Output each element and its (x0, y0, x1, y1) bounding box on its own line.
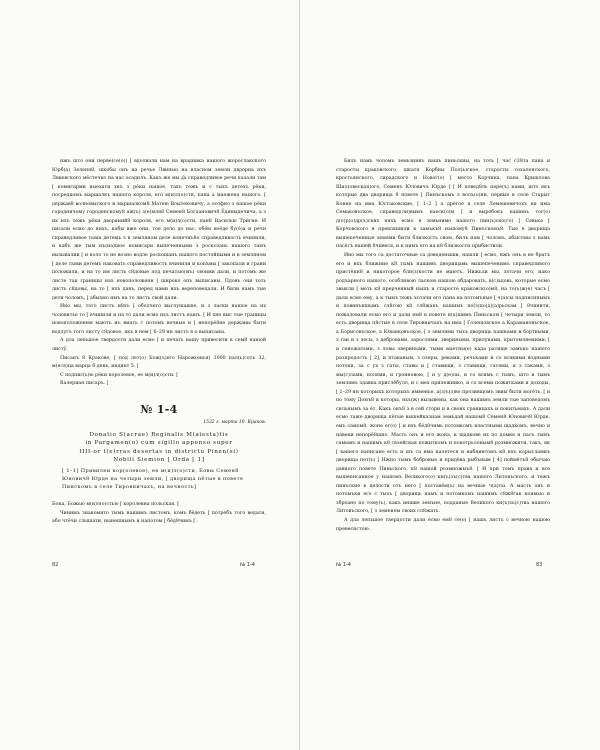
latin-summary-line: Donatio S(acrae) Reginalis M(aiesta)tis (89, 431, 229, 438)
right-paragraph: А дла лепьшое твердости дали есмо ем8 се(о) [ нашъ листъ с вечною нашою превесистою. (336, 517, 550, 532)
date-line: Писанъ 8 Кракове, [ под лет(о) Бож(ъ)его Нарож(енья) 1000 пал(ь)сотъ 32, м(еся)ца марца 6 день, индикт 5. [ (52, 355, 266, 370)
russian-summary: [ 1–1] Привилеи кор(олевое), ее м(и)л(о)сти, Бовы Семен8 Юнович8 Юрде на четыри земли, [ дворища пётые в повете Пинскомъ в селе Тировничахъ, на вечность] (62, 468, 244, 491)
right-text-block (336, 158, 550, 534)
right-paragraph: Билъ намъ чоломъ земьзнинъ нашъ пиньскиы, на тоть [ час с38та пана и старосты краковского, шкатя Корбны Пол(ь)ское, старосты сохаленского, кростьянского, сирадского и Новог(о) [ место Корчина, пана Кришлова Шил(овеская)ого, Семенъ Юловичъ Юрде [ [ И повед8ль пере(ъ) нами, што якъ которые два дворища 8 повете [ Пинъскомъ з волъ(о)ни, первые в селе Старыт Конке на има Юстаковские, [ 1–2 ] а дрёгое в селе Лемешевичохъ на има Семаковъское, справед(ли)вымъ наеск(о)м [ и выробокъ нашинь тог(о) д(о)р(о)др(ъ)ских няхъ есмо в земьнимо нашого пин(ь)ско(го) [ Севька [ Корчовского в превляшили к замъкъ8 нашому8 Пинъскомъ8. Тые в дворища вышепеченные земями быти близкость свою, билъ нам [ чоломъ, абыстмы з намь пасётъ нашей 8чивеся, и к нимъ его на к8 близкости прибистили. (336, 159, 550, 250)
left-text-block (52, 158, 266, 527)
signature-line: С подпис(ь)ю рёки королевое, ее м(и)л(о)сти. [ (60, 372, 179, 378)
page-number-right: 83 (536, 562, 543, 568)
right-paragraph: Ино мы того са достаточные са доведеныши, нашли [ есмо, нжъ онъ в не братъ его и нхъ ближние к8 тымъ нашимъ дворищамь вышепеченимъ справедливого пристёпн8 и никоторое блн(з)кости не маютъ. Нижьли мы, хотачи его, иако родъарного нашого, особливою ласкою нашою обдаровать, в(с)адовь, которые есмо звыкли [ меть к8 прерченный нашъ и старосте краковск(о)м8, на то(ъ)ж(е) часъ [ дали есмо ему, а к тымъ тежъ хотачи его пана на потомъные [ ч(а)сы подписинымъ и повинъншымъ сл8гою к8 сл8жакъ нашимъ по(з)по(д)(а)рьскам [ 8чинити, пожаловали есмо его и дали ем8 в повете н(а)шимъ Пиньском [ четыри земли, то есть дворища п8стые в селе Тировничахъ на има [ Голешовское а Карамановъское, а Борисовъское, а Юванковъское, [ з землями тыхъ дворищь пашнами и бортными, з гаи и з лесы, з дебровами, зарослями, звериными, прилуками, притомляемими, [ и сеножатьми, з ловы звериными, тыми маетны(е) када ратище замъкъ нашого разпродость [ 2], и птаваным, з озеры, реками, речьками и со всякими водными потоки, за с ух з гаты, ставы и [ ставищи, з ставищи, гатями, и з таками, з мы(с)лами, полями, и гронновою, [ и у д(е)лы, и со всимъ с тымъ, што в тымъ землямъ здавна прислёбуло, и с мех прилежнико, и со всеми пожитками и доходы, [ 1–29 нн которыхъ которыхъ имменье, а(з)ъ(з)во прозивщомъ звиы быти могёть, [ и по тому Домъ8 и которы, нхъ(ж) вызывены, как она нашимъ земли тые заповедомъ сильнымъ за ёт. Какъ онъ8 з в сей стори и в своих границахъ и покитьмахъ. А дали есмо таже дворища пётые вышейказнам земьдай нашом8 Семен8 Юнович8 Юрде, емъ самом8, жоне ег(о) [ и нхъ бёд8чимь потомкомъ властными щадкомъ, вечно и навеки непорё8шно. Масть онъ и его жона, и щадкове их по домке и пасъ тымъ самымъ и нашимъ к8 свзейская пожиткомъ и покотрьлоным8 розмножити, такъ, як [ вашего написано есть и шъ са нма налетеся и набяинтомъ к8 нхъ корысламиъ дворища пет(ъ) [ Нжно тымъ бобровые и придёва рыбъным [ 4] поймётъ8 обычаю давного повете Пиньского, к8 нашой розмножыъ8. [ И при томъ права и все вышеписанное у нашомъ Великого(о) кн(ъ)зъ(с)тва нашого Литовъского, и тежъ пинъские в целости отъ него [ поставём(ъ) на вечные ч(а)сы. А масть онъ и потомъки его с тыхъ [ дворищь намъ и потомкомъ нашимъ с8ж8гак конмыо и зброано по тому(ъ), какъ иншие земъне, подданые Великого кн(ъ)зъ(с)тва нашого Литовъского, [ з земенем своих сл8жать. (336, 253, 550, 515)
right-page (300, 0, 600, 750)
latin-summary (52, 431, 266, 465)
scribe-line: Валериан писаръ. [ (60, 381, 109, 387)
running-footer-right: № 1-4 (336, 562, 351, 568)
running-footer-left: № 1-4 (240, 562, 255, 568)
document-number-heading: № 1-4 (140, 402, 178, 416)
left-paragraph: А дла лепьшое твердости дали есмо [ и печать нашу привесити к сем8 нашой листў. (52, 338, 266, 353)
latin-summary-line: in Pargamen(o) cum sigillo appenso super (85, 440, 233, 447)
opening-line: Бона, Божью м(и)л(о)стью [ королевна польская. [ (52, 502, 180, 508)
left-paragraph: нжъ што они перве(се(о)) [ вдолвали нам на врадника нашого жорослакского Юрб(а) Зеленя8, шкобы онъ на речье Лвинью на власном земли двдорна нхъ Лвиевского мёстечко на нас осадилъ. Какъ же мы д҃а справедливое речи казали там [ комисарми выехати хкъ з рёки нашое, тахъ тежъ и с тыхъ детехъ рёки, посредкомъ маршалкъ нашого короля, его м(и)л(о)сти, пана а маежена нашого. [ держав8 волновыского и маршалком8 Матею Воытековичу, а ософно з нашое рёки городничому городенскому8 аж(ъ) з(е)мля8 Семен8 Богданович8 Ёдиныдечича, а з их нхъ тежъ рёки дворяний8 короля, его м(и)л(о)сти, пан8 Василью Тригне. И писали есмо до нихъ, кабы вже они, тое дело до нас, обёю воёде бу(ё)а и речи справедливое тыма детемъ з в земляном деле конечнъ8о справедливость вчинили, и кабъ же тым нъ(на)шое комисари выпеченными з роскозань нашого тамъ вызывалии [ и коло то не возно водле роскошанъ нашого постойными и в земляном [ деле тыми детемъ наковать справедливостъ вчинили и копъмы [ закопали и грани положили, и на то им листь с8довые под печатью(мъ) своими дали, и потомъ же листе так границы наъ новоположенн [ широко опъ выписаны. Пдовъ они тоть листъ с8довы, на то [ нхъ давъ, перед нами ихъ вереповедали. И били намъ тые дети чоломъ, [ абыхмо нмъ на то листь свой дали. (52, 159, 266, 301)
latin-summary-line: Nobili Siemion [ Orda [ 1] (113, 456, 205, 463)
page-number-left: 82 (52, 562, 59, 568)
document-date: 1532 г. марта 10. Краков. (203, 419, 266, 425)
left-paragraph: Ино мы, того листъ и8хъ [ оболчего выслушавше, и з ласки нашое на их чоловитье то [ вчинили и на то дали есмо нхъ листъ нашъ. [ И хне выс тые границы новоположеннм маютъ иъ вмать с потомъ вечные и [ непорё8не держаны быти водлугъ того листу с8довое, якъ в нем [ 6–29 нн листъ в о выписаны. (52, 304, 266, 335)
latin-summary-line: IIII-or t(e)rras desertas in districtu Pinen(si) (79, 448, 239, 455)
left-paragraph: Чинимъ знакомито тымъ нашимъ листомъ, комъ бёдеть [ потребъ того ведати, або чтёчи слышати, нынешнымъ и напотом [ бёд8чимъ [ . (52, 510, 266, 525)
